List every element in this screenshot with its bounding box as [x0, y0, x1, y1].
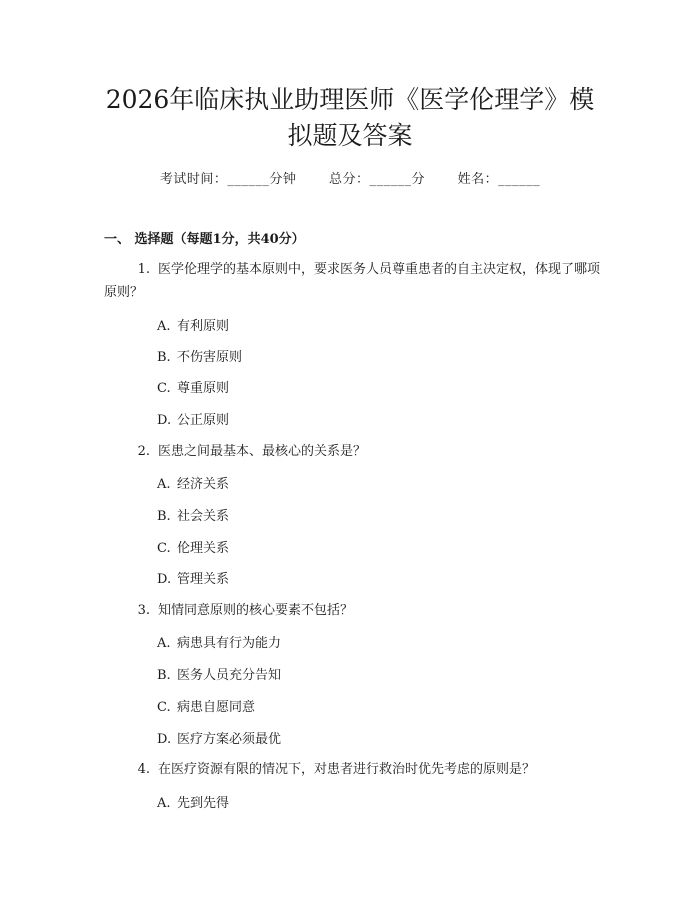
total-score: 总分：______分: [328, 172, 425, 187]
option-text: 经济关系: [177, 477, 230, 492]
option-3d: [157, 728, 281, 747]
option-4a: [157, 792, 229, 811]
question-text: 知情同意原则的核心要素不包括？: [158, 603, 354, 618]
option-3a: [157, 632, 281, 651]
option-letter: C.: [157, 700, 171, 715]
option-text: 病患自愿同意: [177, 700, 256, 715]
title-line-2: 拟题及答案: [287, 121, 413, 150]
option-text: 社会关系: [177, 509, 230, 524]
exam-meta: [0, 168, 700, 187]
option-text: 先到先得: [177, 796, 230, 811]
option-1d: [157, 409, 229, 428]
option-letter: C.: [157, 381, 171, 396]
exam-time: 考试时间：______分钟: [159, 172, 297, 187]
question-number: 2.: [137, 444, 150, 459]
section-heading: 一、 选择题（每题1分，共40分）: [104, 232, 305, 247]
option-letter: A.: [157, 477, 171, 492]
question-4: [104, 758, 600, 781]
option-text: 公正原则: [177, 413, 230, 428]
option-letter: D.: [157, 413, 172, 428]
option-letter: B.: [157, 668, 171, 683]
option-text: 医疗方案必须最优: [177, 732, 282, 747]
student-name: 姓名：______: [457, 172, 541, 187]
option-text: 管理关系: [177, 572, 230, 587]
question-text: 在医疗资源有限的情况下，对患者进行救治时优先考虑的原则是？: [158, 762, 536, 777]
question-text: 医学伦理学的基本原则中，要求医务人员尊重患者的自主决定权，体现了哪项原则？: [104, 262, 601, 300]
question-text: 医患之间最基本、最核心的关系是？: [158, 444, 367, 459]
option-text: 尊重原则: [177, 381, 230, 396]
question-number: 1.: [137, 262, 150, 277]
question-3: [104, 599, 600, 622]
option-text: 有利原则: [177, 319, 230, 334]
option-letter: A.: [157, 636, 171, 651]
option-text: 不伤害原则: [177, 350, 243, 365]
option-2d: [157, 568, 229, 587]
title-line-1: 2026年临床执业助理医师《医学伦理学》模: [105, 85, 595, 114]
option-2c: [157, 537, 229, 556]
option-letter: D.: [157, 732, 172, 747]
option-text: 病患具有行为能力: [177, 636, 282, 651]
question-2: [104, 440, 600, 463]
option-letter: A.: [157, 319, 171, 334]
option-3c: [157, 696, 255, 715]
option-1c: [157, 377, 229, 396]
option-letter: A.: [157, 796, 171, 811]
option-text: 医务人员充分告知: [177, 668, 282, 683]
question-number: 4.: [137, 762, 150, 777]
option-1b: [157, 346, 242, 365]
option-letter: D.: [157, 572, 172, 587]
question-number: 3.: [137, 603, 150, 618]
option-text: 伦理关系: [177, 541, 230, 556]
option-3b: [157, 664, 281, 683]
option-1a: [157, 315, 229, 334]
option-letter: B.: [157, 509, 171, 524]
question-1: [104, 258, 600, 304]
document-title: [80, 82, 620, 154]
option-letter: B.: [157, 350, 171, 365]
option-2a: [157, 473, 229, 492]
option-letter: C.: [157, 541, 171, 556]
option-2b: [157, 505, 229, 524]
